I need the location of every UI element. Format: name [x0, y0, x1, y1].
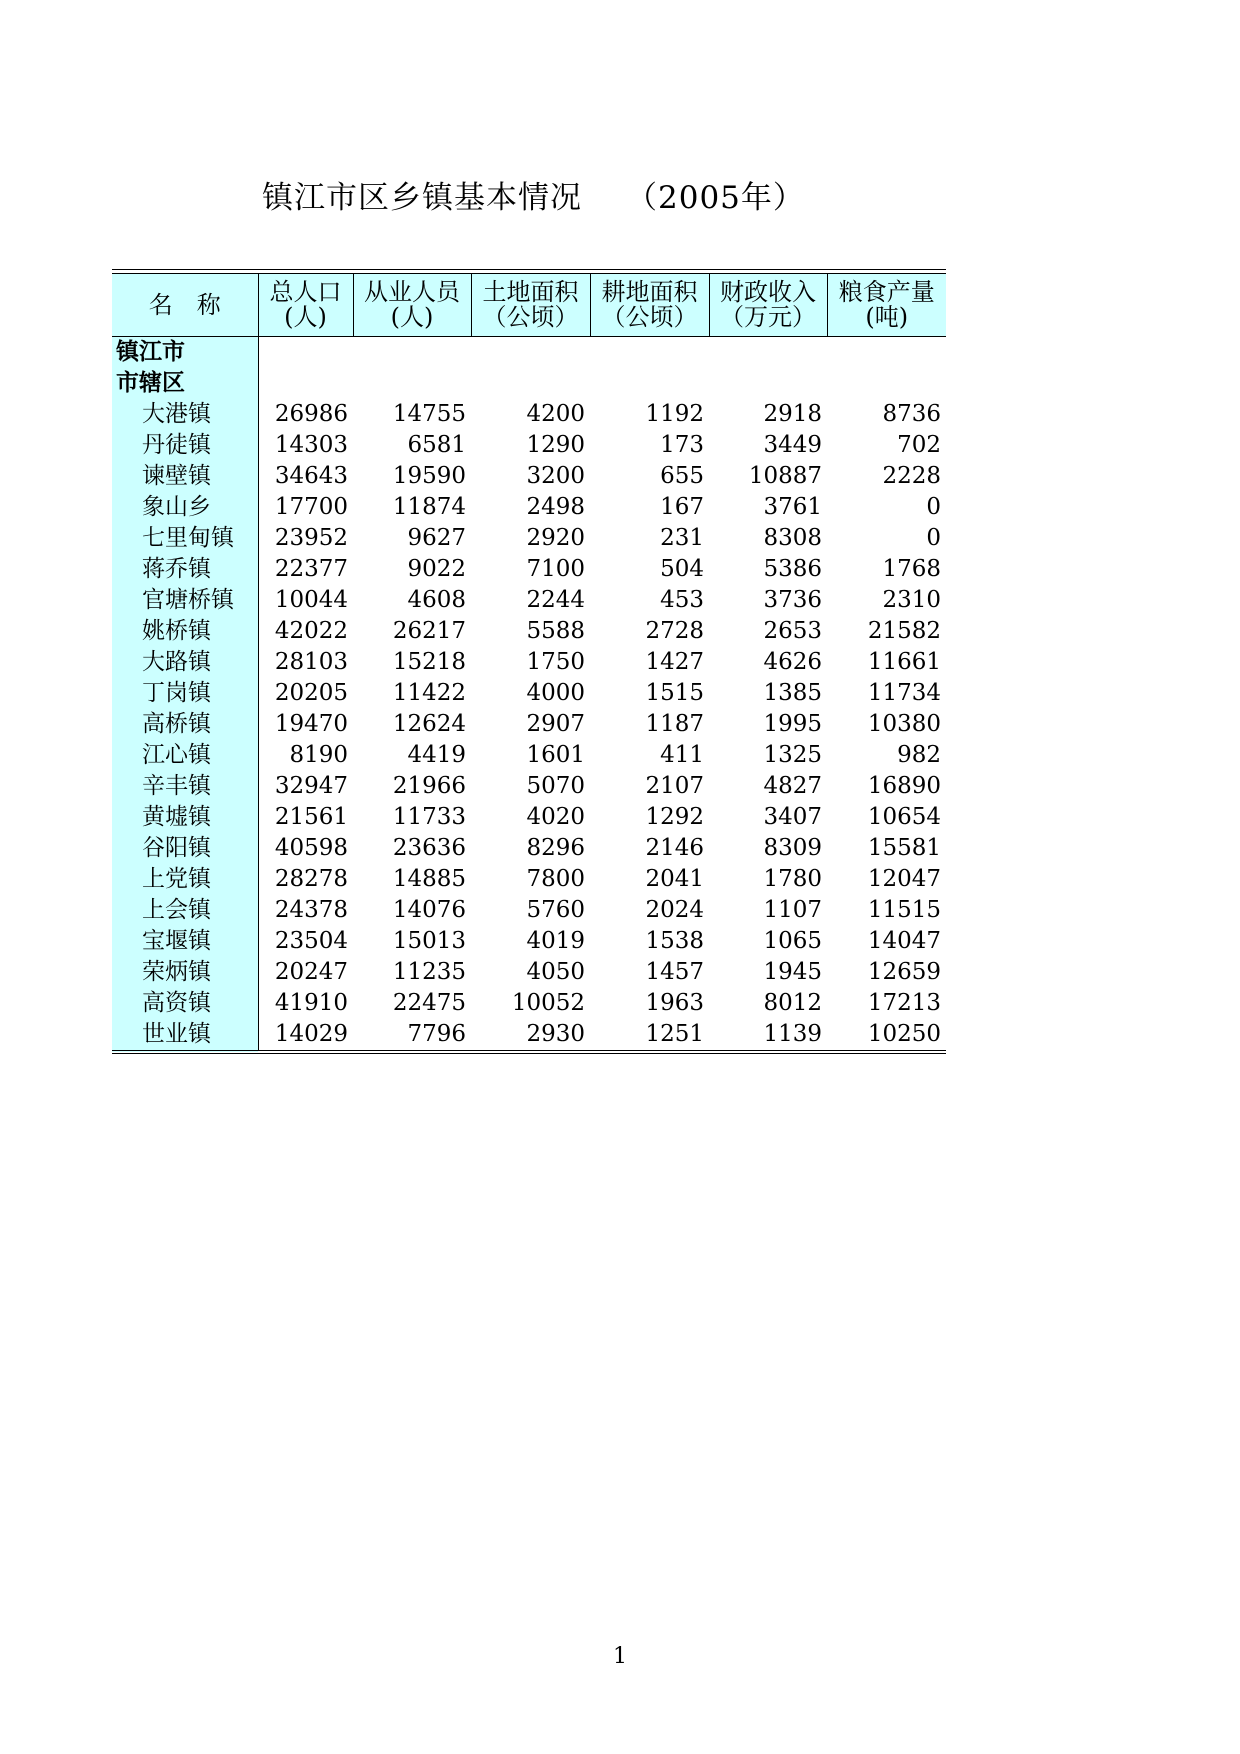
employed-cell: 6581 [407, 432, 466, 458]
header-total-population: 总人口 (人) [258, 274, 353, 337]
header-fiscal-revenue: 财政收入 （万元） [709, 274, 827, 337]
town-name-cell: 黄墟镇 [112, 802, 258, 833]
town-name-cell: 大港镇 [112, 399, 258, 430]
grain-output-cell: 2228 [882, 463, 941, 489]
town-name-cell: 高资镇 [112, 988, 258, 1019]
town-name-cell: 宝堰镇 [112, 926, 258, 957]
table-row [112, 492, 946, 523]
table-row [112, 647, 946, 678]
fiscal-revenue-cell: 3736 [763, 587, 822, 613]
employed-cell: 14885 [392, 866, 466, 892]
land-area-cell: 10052 [511, 990, 585, 1016]
fiscal-revenue-cell: 4827 [763, 773, 822, 799]
header-employed: 从业人员 (人) [353, 274, 471, 337]
land-area-cell: 5588 [526, 618, 585, 644]
land-area-cell: 2244 [526, 587, 585, 613]
arable-area-cell: 411 [660, 742, 704, 768]
table-row [112, 957, 946, 988]
grain-output-cell: 11515 [867, 897, 941, 923]
fiscal-revenue-cell: 8308 [763, 525, 822, 551]
town-name-cell: 象山乡 [112, 492, 258, 523]
total-population-cell: 23504 [274, 928, 348, 954]
grain-output-cell: 11661 [867, 649, 941, 675]
town-name-cell: 江心镇 [112, 740, 258, 771]
total-population-cell: 19470 [274, 711, 348, 737]
table-row [112, 771, 946, 802]
total-population-cell: 24378 [274, 897, 348, 923]
arable-area-cell: 2146 [645, 835, 704, 861]
fiscal-revenue-cell: 5386 [763, 556, 822, 582]
fiscal-revenue-cell: 2918 [763, 401, 822, 427]
grain-output-cell: 1768 [882, 556, 941, 582]
town-name-cell: 大路镇 [112, 647, 258, 678]
employed-cell: 9627 [407, 525, 466, 551]
grain-output-cell: 8736 [882, 401, 941, 427]
group-row [112, 368, 946, 399]
title-main: 镇江市区乡镇基本情况 [262, 180, 582, 216]
grain-output-cell: 15581 [867, 835, 941, 861]
fiscal-revenue-cell: 4626 [763, 649, 822, 675]
grain-output-cell: 21582 [867, 618, 941, 644]
arable-area-cell: 453 [660, 587, 704, 613]
land-area-cell: 5760 [526, 897, 585, 923]
land-area-cell: 4019 [526, 928, 585, 954]
total-population-cell: 41910 [274, 990, 348, 1016]
total-population-cell: 32947 [274, 773, 348, 799]
town-name-cell: 上党镇 [112, 864, 258, 895]
grain-output-cell: 14047 [867, 928, 941, 954]
table-row [112, 554, 946, 585]
table-row [112, 709, 946, 740]
arable-area-cell: 2107 [645, 773, 704, 799]
table-row [112, 399, 946, 430]
grain-output-cell: 12047 [867, 866, 941, 892]
arable-area-cell: 504 [660, 556, 704, 582]
town-name-cell: 七里甸镇 [112, 523, 258, 554]
fiscal-revenue-cell: 8309 [763, 835, 822, 861]
statistics-table [112, 269, 946, 1054]
group-row [112, 337, 946, 369]
table-row [112, 988, 946, 1019]
employed-cell: 11733 [392, 804, 466, 830]
land-area-cell: 5070 [526, 773, 585, 799]
page-number: 1 [613, 1644, 627, 1669]
fiscal-revenue-cell: 1065 [763, 928, 822, 954]
land-area-cell: 2907 [526, 711, 585, 737]
total-population-cell: 28278 [274, 866, 348, 892]
land-area-cell: 2498 [526, 494, 585, 520]
town-name-cell: 高桥镇 [112, 709, 258, 740]
grain-output-cell: 702 [897, 432, 941, 458]
land-area-cell: 3200 [526, 463, 585, 489]
employed-cell: 4608 [407, 587, 466, 613]
arable-area-cell: 167 [660, 494, 704, 520]
fiscal-revenue-cell: 1325 [763, 742, 822, 768]
arable-area-cell: 1251 [590, 1019, 709, 1052]
fiscal-revenue-cell: 2653 [763, 618, 822, 644]
fiscal-revenue-cell: 3761 [763, 494, 822, 520]
arable-area-cell: 2024 [645, 897, 704, 923]
total-population-cell: 17700 [274, 494, 348, 520]
table-row [112, 678, 946, 709]
grain-output-cell: 0 [926, 494, 941, 520]
document-title [262, 172, 805, 217]
land-area-cell: 8296 [526, 835, 585, 861]
grain-output-cell: 2310 [882, 587, 941, 613]
table-row [112, 740, 946, 771]
town-name-cell: 姚桥镇 [112, 616, 258, 647]
table-row [112, 461, 946, 492]
total-population-cell: 14303 [274, 432, 348, 458]
town-name-cell: 辛丰镇 [112, 771, 258, 802]
employed-cell: 15218 [392, 649, 466, 675]
total-population-cell: 21561 [274, 804, 348, 830]
header-arable-area: 耕地面积 （公顷） [590, 274, 709, 337]
total-population-cell: 10044 [274, 587, 348, 613]
employed-cell: 14076 [392, 897, 466, 923]
arable-area-cell: 2728 [645, 618, 704, 644]
employed-cell: 21966 [392, 773, 466, 799]
employed-cell: 23636 [392, 835, 466, 861]
employed-cell: 22475 [392, 990, 466, 1016]
land-area-cell: 4020 [526, 804, 585, 830]
table-header [112, 270, 946, 337]
fiscal-revenue-cell: 1107 [763, 897, 822, 923]
total-population-cell: 40598 [274, 835, 348, 861]
table-row [112, 864, 946, 895]
town-name-cell: 荣炳镇 [112, 957, 258, 988]
total-population-cell: 42022 [274, 618, 348, 644]
grain-output-cell: 10250 [827, 1019, 946, 1052]
arable-area-cell: 1292 [645, 804, 704, 830]
total-population-cell: 26986 [274, 401, 348, 427]
arable-area-cell: 2041 [645, 866, 704, 892]
grain-output-cell: 16890 [867, 773, 941, 799]
fiscal-revenue-cell: 8012 [763, 990, 822, 1016]
town-name-cell: 丹徒镇 [112, 430, 258, 461]
employed-cell: 19590 [392, 463, 466, 489]
town-name-cell: 谏壁镇 [112, 461, 258, 492]
table-body [112, 337, 946, 1053]
table-row [112, 926, 946, 957]
table-row [112, 895, 946, 926]
employed-cell: 14755 [392, 401, 466, 427]
total-population-cell: 22377 [274, 556, 348, 582]
employed-cell: 4419 [407, 742, 466, 768]
land-area-cell: 1601 [526, 742, 585, 768]
employed-cell: 26217 [392, 618, 466, 644]
town-name-cell: 世业镇 [112, 1019, 258, 1052]
grain-output-cell: 982 [897, 742, 941, 768]
town-name-cell: 谷阳镇 [112, 833, 258, 864]
land-area-cell: 1750 [526, 649, 585, 675]
employed-cell: 7796 [353, 1019, 471, 1052]
table-row [112, 833, 946, 864]
arable-area-cell: 1538 [645, 928, 704, 954]
fiscal-revenue-cell: 1945 [763, 959, 822, 985]
arable-area-cell: 173 [660, 432, 704, 458]
town-name-cell: 丁岗镇 [112, 678, 258, 709]
statistics-table-wrapper [112, 269, 946, 1054]
fiscal-revenue-cell: 1995 [763, 711, 822, 737]
arable-area-cell: 1515 [645, 680, 704, 706]
town-name-cell: 蒋乔镇 [112, 554, 258, 585]
land-area-cell: 2930 [471, 1019, 590, 1052]
grain-output-cell: 10654 [867, 804, 941, 830]
arable-area-cell: 1963 [645, 990, 704, 1016]
table-row [112, 1019, 946, 1052]
grain-output-cell: 10380 [867, 711, 941, 737]
grain-output-cell: 11734 [867, 680, 941, 706]
land-area-cell: 4200 [526, 401, 585, 427]
fiscal-revenue-cell: 3449 [763, 432, 822, 458]
fiscal-revenue-cell: 10887 [748, 463, 822, 489]
town-name-cell: 上会镇 [112, 895, 258, 926]
arable-area-cell: 1192 [645, 401, 704, 427]
employed-cell: 11874 [392, 494, 466, 520]
header-land-area: 土地面积 （公顷） [471, 274, 590, 337]
employed-cell: 11422 [392, 680, 466, 706]
arable-area-cell: 655 [660, 463, 704, 489]
employed-cell: 9022 [407, 556, 466, 582]
total-population-cell: 23952 [274, 525, 348, 551]
table-row [112, 523, 946, 554]
fiscal-revenue-cell: 1139 [709, 1019, 827, 1052]
land-area-cell: 1290 [526, 432, 585, 458]
land-area-cell: 2920 [526, 525, 585, 551]
table-row [112, 616, 946, 647]
arable-area-cell: 231 [660, 525, 704, 551]
town-name-cell: 官塘桥镇 [112, 585, 258, 616]
total-population-cell: 20247 [274, 959, 348, 985]
table-row [112, 802, 946, 833]
grain-output-cell: 17213 [867, 990, 941, 1016]
total-population-cell: 34643 [274, 463, 348, 489]
fiscal-revenue-cell: 1780 [763, 866, 822, 892]
table-row [112, 430, 946, 461]
total-population-cell: 20205 [274, 680, 348, 706]
header-grain-output: 粮食产量 (吨) [827, 274, 946, 337]
arable-area-cell: 1187 [645, 711, 704, 737]
total-population-cell: 28103 [274, 649, 348, 675]
land-area-cell: 7100 [526, 556, 585, 582]
group-label: 市辖区 [112, 368, 258, 399]
grain-output-cell: 12659 [867, 959, 941, 985]
table-row [112, 585, 946, 616]
land-area-cell: 7800 [526, 866, 585, 892]
grain-output-cell: 0 [926, 525, 941, 551]
arable-area-cell: 1457 [645, 959, 704, 985]
fiscal-revenue-cell: 1385 [763, 680, 822, 706]
total-population-cell: 14029 [258, 1019, 353, 1052]
group-label: 镇江市 [112, 337, 258, 369]
title-year: （2005年） [626, 180, 805, 216]
total-population-cell: 8190 [289, 742, 348, 768]
employed-cell: 11235 [392, 959, 466, 985]
employed-cell: 12624 [392, 711, 466, 737]
header-name: 名 称 [112, 274, 258, 337]
header-row [112, 274, 946, 337]
fiscal-revenue-cell: 3407 [763, 804, 822, 830]
arable-area-cell: 1427 [645, 649, 704, 675]
employed-cell: 15013 [392, 928, 466, 954]
land-area-cell: 4050 [526, 959, 585, 985]
land-area-cell: 4000 [526, 680, 585, 706]
